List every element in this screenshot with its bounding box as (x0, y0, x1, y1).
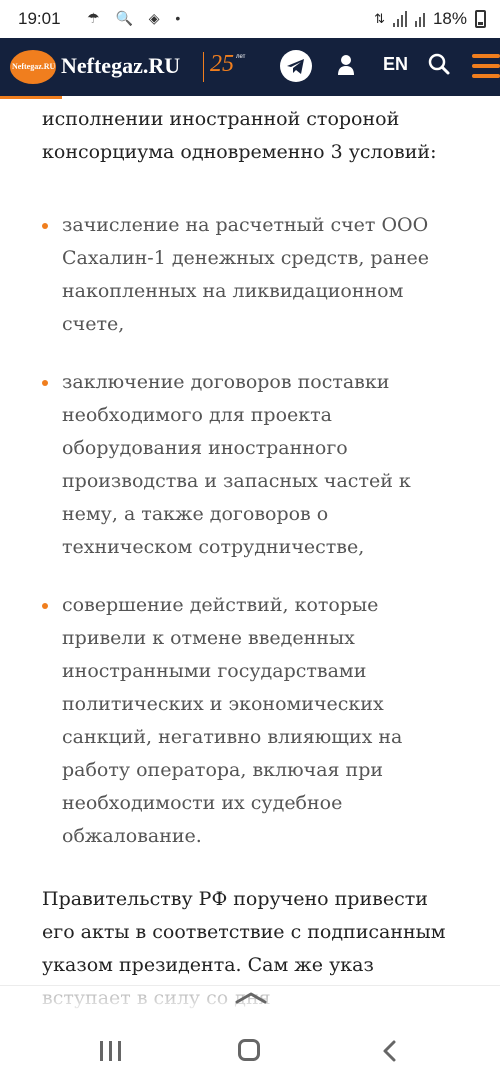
battery-icon (475, 10, 486, 28)
bullet-icon (42, 380, 48, 386)
article-paragraph-intro: исполнении иностранной стороной консорциума одновременно 3 условий: (42, 108, 437, 163)
search-icon[interactable] (427, 52, 451, 81)
list-item (42, 366, 462, 564)
status-time: 19:01 (18, 9, 61, 28)
status-right (374, 9, 486, 29)
recent-apps-icon[interactable] (100, 1041, 122, 1061)
site-header (0, 38, 500, 96)
list-item-text: совершение действий, которые привели к отмене введенных иностранными государствами политических и экономических санкций, негативно влияющих на работу оператора, включая при необходимости их судебное обжалование. (62, 594, 403, 847)
bullet-icon (42, 223, 48, 229)
anniversary-number: 25 (210, 51, 234, 77)
logo-divider (203, 52, 204, 82)
status-notification-icons: ☂ 🔍 ◈ • (87, 10, 187, 26)
telegram-icon[interactable] (280, 50, 312, 82)
logo-badge-text: Neftegaz.RU (12, 62, 56, 71)
anniversary-suffix: лет (236, 54, 246, 60)
list-item (42, 589, 462, 853)
gesture-handle-icon[interactable] (235, 990, 267, 1004)
signal-2-icon (415, 11, 425, 27)
logo-badge-icon[interactable] (10, 50, 56, 84)
bullet-icon (42, 603, 48, 609)
list-item-text: заключение договоров поставки необходимого для проекта оборудования иностранного производства и запасных частей к нему, а также договоров о техническом сотрудничестве, (62, 371, 411, 558)
data-transfer-icon: ⇅ (374, 11, 385, 26)
header-accent-strip (0, 96, 62, 99)
conditions-list (42, 209, 462, 853)
system-nav-bar (0, 1015, 500, 1083)
list-item-text: зачисление на расчетный счет ООО Сахалин-1 денежных средств, ранее накопленных на ликвидационном счете, (62, 214, 430, 335)
signal-icon (393, 11, 407, 27)
list-item (42, 209, 462, 341)
battery-percent: 18% (432, 9, 467, 28)
status-bar (0, 0, 500, 38)
site-logo-text[interactable]: Neftegaz.RU (61, 53, 181, 78)
menu-icon[interactable] (472, 52, 500, 80)
back-icon[interactable] (380, 1039, 400, 1063)
user-icon[interactable] (336, 54, 356, 81)
language-switch[interactable]: EN (383, 54, 409, 74)
article-paragraph-outro: Правительству РФ поручено привести его акты в соответствие с подписанным указом президента. Сам же указ (42, 888, 446, 976)
home-icon[interactable] (238, 1039, 260, 1061)
article-body (42, 103, 462, 1015)
